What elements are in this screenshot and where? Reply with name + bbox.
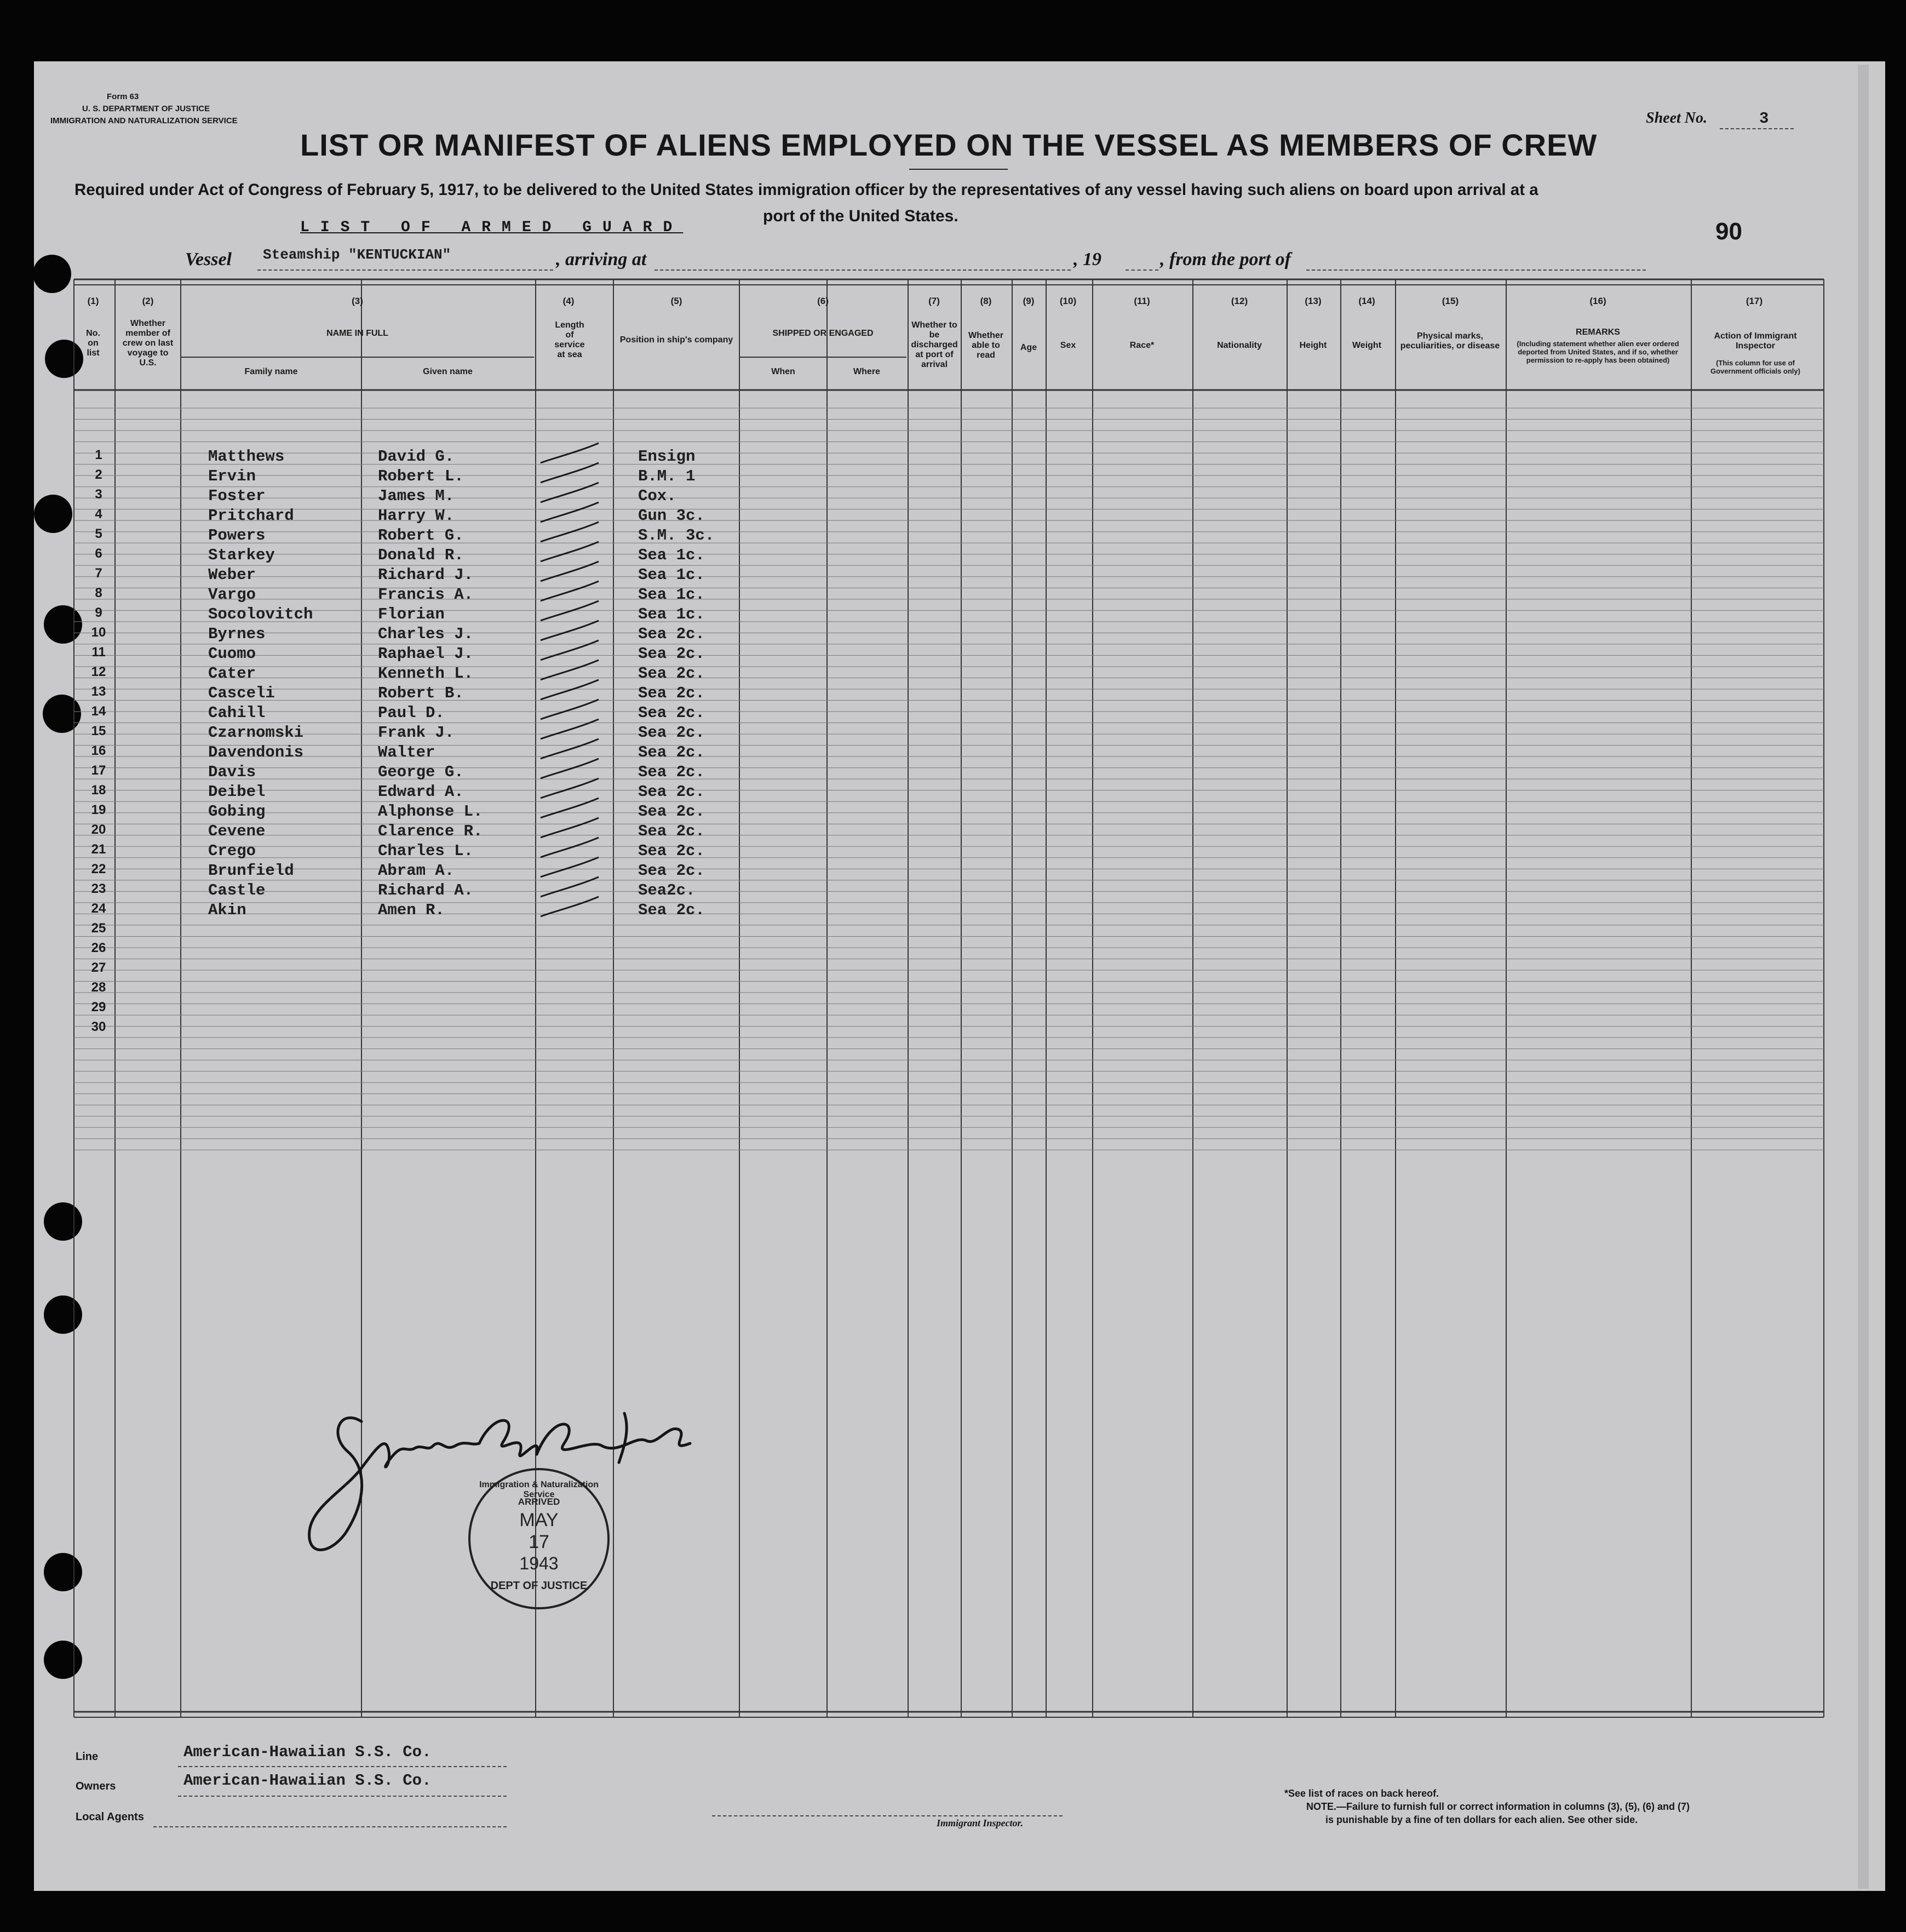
col-3-number: (3) <box>352 296 363 306</box>
ship-position: B.M. 1 <box>638 467 696 485</box>
col-4-header: Length of service at sea <box>554 320 585 359</box>
ship-position: Cox. <box>638 487 676 505</box>
ship-position: Gun 3c. <box>638 507 705 525</box>
col-7-header: Whether to be discharged at port of arrival <box>911 320 958 369</box>
ship-position: Sea 2c. <box>638 743 705 761</box>
family-name: Cater <box>208 664 256 683</box>
col-9-number: (9) <box>1023 296 1035 306</box>
row-number: 26 <box>91 941 106 955</box>
row-number: 17 <box>91 763 106 778</box>
given-name: Abram A. <box>378 862 455 880</box>
col-16-subheader: (Including statement whether alien ever ordered deported from United States, and if so, whether permission to re-apply has been obtained) <box>1517 340 1679 364</box>
ship-position: Sea 1c. <box>638 586 705 604</box>
ship-position: Sea 2c. <box>638 704 705 722</box>
owners-value: American-Hawaiian S.S. Co. <box>183 1772 432 1790</box>
col-1-header: No. on list <box>86 329 100 358</box>
family-name: Cahill <box>208 704 266 722</box>
family-name: Czarnomski <box>208 724 304 742</box>
vessel-label: Vessel <box>185 249 232 270</box>
ship-position: Sea 1c. <box>638 605 705 623</box>
given-name: Florian <box>378 605 445 623</box>
col-16-number: (16) <box>1589 296 1606 306</box>
ship-position: Sea 2c. <box>638 862 705 880</box>
family-name: Akin <box>208 901 246 919</box>
stamp-status: ARRIVED <box>518 1497 560 1507</box>
ship-position: Sea 2c. <box>638 802 705 821</box>
row-number: 28 <box>91 980 106 995</box>
given-name: Kenneth L. <box>378 664 474 683</box>
col-9-header: Age <box>1020 343 1037 352</box>
col-2-number: (2) <box>142 296 154 306</box>
local-agents-field <box>153 1808 507 1827</box>
family-name: Byrnes <box>208 625 266 643</box>
ship-position: Sea 2c. <box>638 625 705 643</box>
stamp-day: 17 <box>529 1532 549 1552</box>
col-7-number: (7) <box>928 296 940 306</box>
family-name: Davis <box>208 763 256 781</box>
ship-position: Sea 2c. <box>638 901 705 919</box>
ship-position: Sea 1c. <box>638 546 705 564</box>
col-15-header: Physical marks, peculiarities, or disease <box>1400 331 1500 351</box>
family-name: Starkey <box>208 546 275 564</box>
given-name: Robert L. <box>378 467 464 485</box>
row-number: 22 <box>91 862 106 876</box>
row-number: 3 <box>95 487 102 502</box>
family-name: Powers <box>208 526 266 544</box>
ship-position: Sea 2c. <box>638 645 705 663</box>
family-name: Gobing <box>208 802 266 821</box>
col-11-header: Race* <box>1129 341 1155 350</box>
agency-line-2: IMMIGRATION AND NATURALIZATION SERVICE <box>50 116 238 125</box>
family-name: Ervin <box>208 467 256 485</box>
family-name: Davendonis <box>208 743 304 761</box>
owners-label: Owners <box>76 1780 116 1792</box>
requirement-line-2: port of the United States. <box>763 207 958 225</box>
ship-position: Ensign <box>638 448 696 466</box>
ship-position: Sea 2c. <box>638 763 705 781</box>
family-name: Matthews <box>208 448 285 466</box>
ship-position: Sea 2c. <box>638 684 705 702</box>
family-name: Crego <box>208 842 256 860</box>
given-name: Donald R. <box>378 546 464 564</box>
given-name: Charles J. <box>378 625 474 643</box>
given-name: Alphonse L. <box>378 802 483 821</box>
requirement-line-1: Required under Act of Congress of February 5, 1917, to be delivered to the United States immigration officer by the representatives of any vessel having such aliens on board upon arrival at a <box>74 181 1538 199</box>
sheet-label: Sheet No. <box>1646 110 1707 127</box>
col-6b-header: Where <box>853 367 880 376</box>
row-number: 21 <box>91 842 106 857</box>
family-name: Cevene <box>208 822 266 840</box>
row-number: 25 <box>91 921 106 936</box>
row-number: 19 <box>91 802 106 817</box>
ship-position: Sea 2c. <box>638 724 705 742</box>
family-name: Socolovitch <box>208 605 313 623</box>
row-number: 12 <box>91 664 106 679</box>
col-4-number: (4) <box>562 296 575 306</box>
service-check-mark <box>534 895 611 922</box>
col-6a-header: When <box>771 367 795 376</box>
given-name: Clarence R. <box>378 822 483 840</box>
col-6-number: (6) <box>817 296 829 306</box>
row-number: 16 <box>91 743 106 758</box>
race-note: *See list of races on back hereof. <box>1284 1788 1439 1799</box>
ship-position: Sea 2c. <box>638 664 705 683</box>
penalty-note-2: is punishable by a fine of ten dollars for each alien. See other side. <box>1325 1814 1638 1825</box>
stamp-ring-top: Immigration & Naturalization Service <box>479 1480 599 1499</box>
given-name: Richard A. <box>378 881 474 899</box>
family-name: Pritchard <box>208 507 294 525</box>
col-3b-header: Given name <box>423 367 473 376</box>
ship-position: Sea2c. <box>638 881 696 899</box>
col-15-number: (15) <box>1442 296 1459 306</box>
col-12-header: Nationality <box>1217 341 1262 350</box>
row-number: 23 <box>91 881 106 896</box>
row-number: 8 <box>95 586 102 600</box>
row-number: 30 <box>91 1019 106 1034</box>
inspector-signature-field <box>712 1797 1063 1816</box>
given-name: Francis A. <box>378 586 474 604</box>
inspector-label: Immigrant Inspector. <box>937 1818 1024 1828</box>
col-8-number: (8) <box>980 296 992 306</box>
family-name: Weber <box>208 566 256 584</box>
family-name: Castle <box>208 881 266 899</box>
given-name: Walter <box>378 743 435 761</box>
col-17-header: Action of Immigrant Inspector <box>1714 331 1797 351</box>
row-number: 11 <box>91 645 106 660</box>
given-name: Frank J. <box>378 724 455 742</box>
stamp-year: 1943 <box>519 1553 559 1573</box>
col-6-header: SHIPPED OR ENGAGED <box>772 329 874 338</box>
row-number: 14 <box>91 704 106 719</box>
row-number: 10 <box>91 625 106 640</box>
col-13-number: (13) <box>1305 296 1322 306</box>
col-16-header: REMARKS <box>1576 328 1620 337</box>
col-13-header: Height <box>1299 341 1327 350</box>
local-agents-label: Local Agents <box>76 1811 144 1823</box>
col-17-number: (17) <box>1746 296 1763 306</box>
list-heading: LIST OF ARMED GUARD <box>300 219 684 236</box>
form-number: Form 63 <box>107 92 139 101</box>
family-name: Foster <box>208 487 266 505</box>
row-number: 24 <box>91 901 106 916</box>
stamp-month: MAY <box>519 1510 559 1530</box>
ship-position: Sea 2c. <box>638 783 705 801</box>
page-title: LIST OR MANIFEST OF ALIENS EMPLOYED ON THE VESSEL AS MEMBERS OF CREW <box>300 128 1598 162</box>
given-name: Paul D. <box>378 704 445 722</box>
col-3-header: NAME IN FULL <box>326 329 388 338</box>
given-name: Harry W. <box>378 507 455 525</box>
family-name: Cuomo <box>208 645 256 663</box>
arriving-label: , arriving at <box>556 249 647 270</box>
row-number: 9 <box>95 605 102 620</box>
from-port-label: , from the port of <box>1160 249 1291 270</box>
row-number: 13 <box>91 684 106 699</box>
row-number: 2 <box>95 467 102 482</box>
family-name: Vargo <box>208 586 256 604</box>
col-3a-header: Family name <box>244 367 298 376</box>
col-2-header: Whether member of crew on last voyage to U.S. <box>122 319 174 368</box>
year-label: , 19 <box>1073 249 1101 270</box>
row-number: 5 <box>95 526 102 541</box>
col-12-number: (12) <box>1231 296 1248 306</box>
agency-line-1: U. S. DEPARTMENT OF JUSTICE <box>82 104 210 113</box>
col-10-number: (10) <box>1059 296 1077 306</box>
given-name: Robert B. <box>378 684 464 702</box>
given-name: Edward A. <box>378 783 464 801</box>
col-1-number: (1) <box>87 296 99 306</box>
ship-position: S.M. 3c. <box>638 526 715 544</box>
line-value: American-Hawaiian S.S. Co. <box>183 1743 432 1761</box>
row-number: 29 <box>91 1000 106 1014</box>
line-label: Line <box>76 1751 99 1763</box>
given-name: Amen R. <box>378 901 445 919</box>
given-name: David G. <box>378 448 455 466</box>
arrival-stamp <box>468 1468 610 1609</box>
col-8-header: Whether able to read <box>968 331 1003 360</box>
page-number: 90 <box>1715 218 1742 245</box>
row-number: 4 <box>95 507 102 521</box>
ship-position: Sea 1c. <box>638 566 705 584</box>
row-number: 18 <box>91 783 106 798</box>
ship-position: Sea 2c. <box>638 842 705 860</box>
col-11-number: (11) <box>1134 296 1150 306</box>
vessel-name: Steamship "KENTUCKIAN" <box>263 246 451 263</box>
col-5-header: Position in ship's company <box>619 335 733 345</box>
given-name: Robert G. <box>378 526 464 544</box>
col-5-number: (5) <box>670 296 682 306</box>
given-name: Richard J. <box>378 566 474 584</box>
ship-position: Sea 2c. <box>638 822 705 840</box>
row-number: 27 <box>91 960 106 975</box>
col-10-header: Sex <box>1060 341 1076 350</box>
given-name: Charles L. <box>378 842 474 860</box>
given-name: Raphael J. <box>378 645 474 663</box>
row-number: 1 <box>95 448 102 462</box>
penalty-note-1: NOTE.—Failure to furnish full or correct information in columns (3), (5), (6) and (7) <box>1306 1801 1690 1812</box>
row-number: 7 <box>95 566 102 581</box>
given-name: George G. <box>378 763 464 781</box>
family-name: Casceli <box>208 684 275 702</box>
family-name: Brunfield <box>208 862 294 880</box>
sheet-number: 3 <box>1759 110 1769 128</box>
col-14-number: (14) <box>1358 296 1375 306</box>
row-number: 6 <box>95 546 102 561</box>
stamp-ring-bottom: DEPT OF JUSTICE <box>490 1580 588 1592</box>
family-name: Deibel <box>208 783 266 801</box>
col-14-header: Weight <box>1352 341 1382 350</box>
row-number: 20 <box>91 822 106 837</box>
given-name: James M. <box>378 487 455 505</box>
col-17-subheader: (This column for use of Government officials only) <box>1710 359 1800 375</box>
row-number: 15 <box>91 724 106 738</box>
